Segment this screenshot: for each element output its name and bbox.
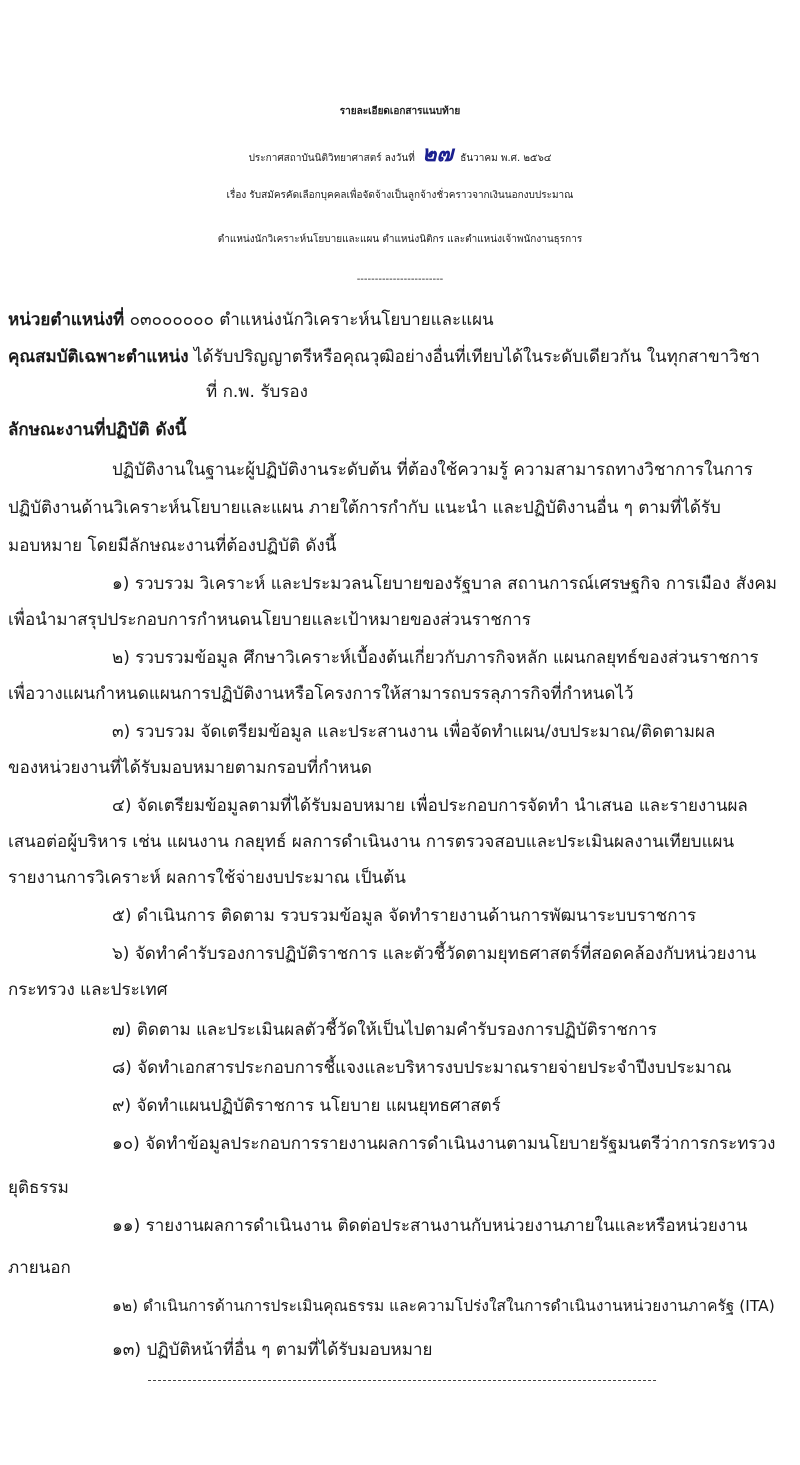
duty-item-4-cont-2: รายงานการวิเคราะห์ ผลการใช้จ่ายงบประมาณ เป็นต้น	[8, 868, 406, 888]
unit-value: ๐๓๐๐๐๐๐๐ ตำแหน่งนักวิเคราะห์นโยบายและแผน	[129, 310, 494, 330]
duty-item-6: ๖) จัดทำคำรับรองการปฏิบัติราชการ และตัวชี้วัดตามยุทธศาสตร์ที่สอดคล้องกับหน่วยงาน	[112, 944, 757, 964]
duty-item-5: ๕) ดำเนินการ ติดตาม รวบรวมข้อมูล จัดทำรายงานด้านการพัฒนาระบบราชการ	[112, 906, 697, 926]
duty-item-9: ๙) จัดทำแผนปฏิบัติราชการ นโยบาย แผนยุทธศาสตร์	[112, 1096, 501, 1116]
duty-item-1: ๑) รวบรวม วิเคราะห์ และประมวลนโยบายของรัฐบาล สถานการณ์เศรษฐกิจ การเมือง สังคม	[112, 574, 777, 594]
qualification-label: คุณสมบัติเฉพาะตำแหน่ง	[8, 347, 189, 367]
duty-item-13: ๑๓) ปฏิบัติหน้าที่อื่น ๆ ตามที่ได้รับมอบหมาย	[112, 1340, 433, 1360]
duty-item-2-cont: เพื่อวางแผนกำหนดแผนการปฏิบัติงานหรือโครงการให้สามารถบรรลุภารกิจที่กำหนดไว้	[8, 684, 634, 704]
qualification-line	[8, 345, 760, 369]
document-title: รายละเอียดเอกสารแนบท้าย	[339, 106, 461, 117]
duty-item-8: ๘) จัดทำเอกสารประกอบการชี้แจงและบริหารงบประมาณรายจ่ายประจำปีงบประมาณ	[112, 1058, 732, 1078]
qualification-continuation: ที่ ก.พ. รับรอง	[206, 382, 308, 402]
footer-divider	[148, 1380, 656, 1381]
positions-line: ตำแหน่งนักวิเคราะห์นโยบายและแผน ตำแหน่งนิติกร และตำแหน่งเจ้าพนักงานธุรการ	[217, 234, 583, 245]
duty-item-4-cont-1: เสนอต่อผู้บริหาร เช่น แผนงาน กลยุทธ์ ผลการดำเนินงาน การตรวจสอบและประเมินผลงานเทียบแผน	[8, 832, 735, 852]
announcement-prefix: ประกาศสถาบันนิติวิทยาศาสตร์ ลงวันที่	[248, 153, 415, 164]
intro-line-2: ปฏิบัติงานด้านวิเคราะห์นโยบายและแผน ภายใต้การกำกับ แนะนำ และปฏิบัติงานอื่น ๆ ตามที่ได้รับ	[8, 498, 721, 518]
duty-item-3: ๓) รวบรวม จัดเตรียมข้อมูล และประสานงาน เพื่อจัดทำแผน/งบประมาณ/ติดตามผล	[112, 722, 716, 742]
intro-line-3: มอบหมาย โดยมีลักษณะงานที่ต้องปฏิบัติ ดังนี้	[8, 536, 337, 556]
duty-item-7: ๗) ติดตาม และประเมินผลตัวชี้วัดให้เป็นไปตามคำรับรองการปฏิบัติราชการ	[112, 1020, 657, 1040]
duty-item-2: ๒) รวบรวมข้อมูล ศึกษาวิเคราะห์เบื้องต้นเกี่ยวกับภารกิจหลัก แผนกลยุทธ์ของส่วนราชการ	[112, 648, 759, 668]
unit-line	[8, 308, 494, 332]
subject-line: เรื่อง รับสมัครคัดเลือกบุคคลเพื่อจัดจ้างเป็นลูกจ้างชั่วคราวจากเงินนอกงบประมาณ	[226, 190, 574, 201]
duty-item-10-cont: ยุติธรรม	[8, 1178, 69, 1198]
duties-heading: ลักษณะงานที่ปฏิบัติ ดังนี้	[8, 420, 187, 440]
handwritten-day: ๒๗	[422, 141, 454, 167]
qualification-text: ได้รับปริญญาตรีหรือคุณวุฒิอย่างอื่นที่เทียบได้ในระดับเดียวกัน ในทุกสาขาวิชา	[193, 347, 760, 367]
duty-item-3-cont: ของหน่วยงานที่ได้รับมอบหมายตามกรอบที่กำหนด	[8, 758, 372, 778]
header-separator: ------------------------	[356, 274, 444, 285]
announcement-suffix: ธันวาคม พ.ศ. ๒๕๖๔	[460, 153, 552, 164]
duty-item-11-cont: ภายนอก	[8, 1258, 71, 1278]
duty-item-10: ๑๐) จัดทำข้อมูลประกอบการรายงานผลการดำเนินงานตามนโยบายรัฐมนตรีว่าการกระทรวง	[112, 1134, 776, 1154]
duty-item-4: ๔) จัดเตรียมข้อมูลตามที่ได้รับมอบหมาย เพื่อประกอบการจัดทำ นำเสนอ และรายงานผล	[112, 796, 748, 816]
duty-item-12: ๑๒) ดำเนินการด้านการประเมินคุณธรรม และความโปร่งใสในการดำเนินงานหน่วยงานภาครัฐ (ITA)	[112, 1297, 775, 1315]
unit-label: หน่วยตำแหน่งที่	[8, 310, 125, 330]
duty-item-1-cont: เพื่อนำมาสรุปประกอบการกำหนดนโยบายและเป้าหมายของส่วนราชการ	[8, 610, 531, 630]
duty-item-11: ๑๑) รายงานผลการดำเนินงาน ติดต่อประสานงานกับหน่วยงานภายในและหรือหน่วยงาน	[112, 1216, 748, 1236]
announcement-line	[0, 142, 800, 171]
intro-line-1: ปฏิบัติงานในฐานะผู้ปฏิบัติงานระดับต้น ที่ต้องใช้ความรู้ ความสามารถทางวิชาการในการ	[112, 460, 753, 480]
duty-item-6-cont: กระทรวง และประเทศ	[8, 980, 168, 1000]
